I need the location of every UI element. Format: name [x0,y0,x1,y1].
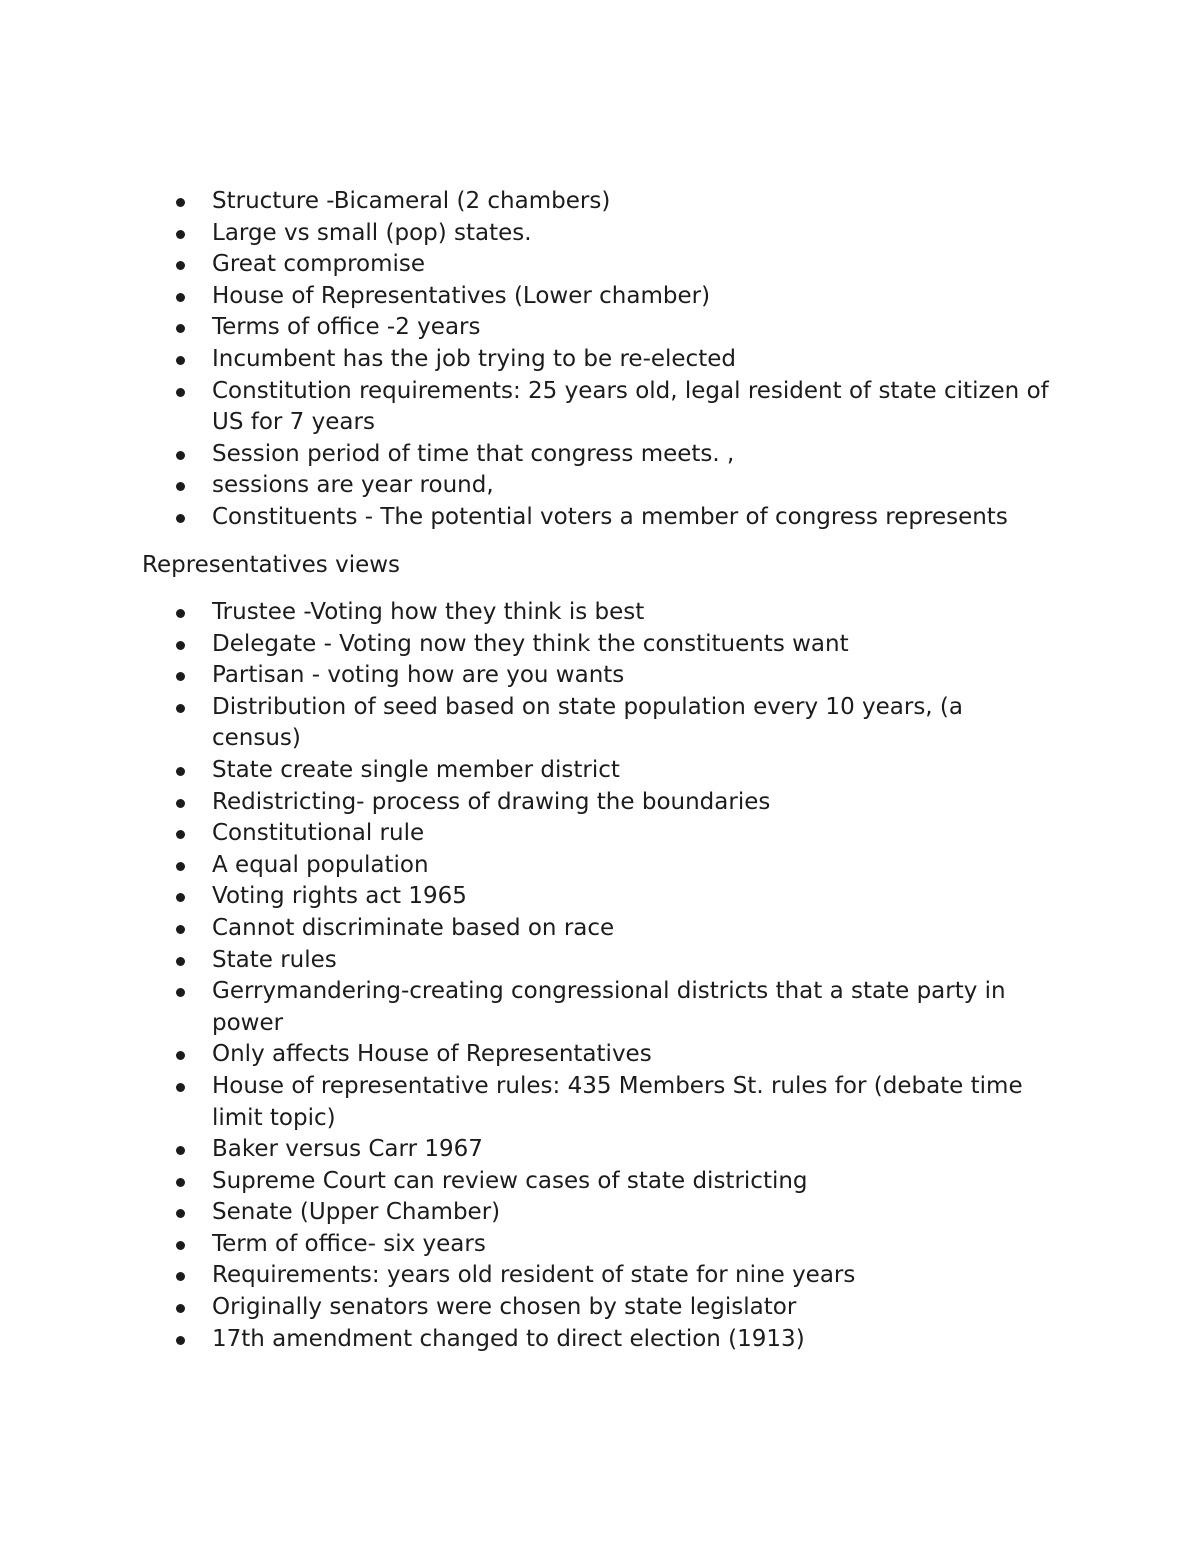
list-item [0,787,1052,819]
bullet-icon [176,1272,185,1281]
bullet-icon [176,1304,185,1313]
list-item-text: Requirements: years old resident of state for nine years [212,1262,856,1289]
bullet-icon [176,1209,185,1218]
list-item-text: Session period of time that congress meets. , [212,440,735,467]
bullet-icon [176,1051,185,1060]
bullet-icon [176,1083,185,1092]
list-item-text: Gerrymandering-creating congressional districts that a state party in power [212,978,1006,1036]
list-item-text: Constitutional rule [212,820,425,847]
bullet-icon [176,893,185,902]
bullet-icon [176,482,185,491]
list-item [0,881,1052,913]
bullet-icon [176,514,185,523]
list-item-text: Cannot discriminate based on race [212,914,615,941]
list-item [0,1197,1052,1229]
list-item-text: State rules [212,946,337,973]
list-item-text: Term of office- six years [212,1230,486,1257]
list-item [0,470,1052,502]
bullet-icon [176,925,185,934]
list-item-text: Distribution of seed based on state population every 10 years, (a census) [212,693,963,752]
list-item-text: Senate (Upper Chamber) [212,1199,501,1226]
bullet-icon [176,388,185,397]
list-item [0,344,1052,376]
list-item-text: Originally senators were chosen by state legislator [212,1294,797,1321]
bullet-icon [176,1241,185,1250]
list-item [0,1292,1052,1324]
list-item [0,913,1052,945]
list-item [0,312,1052,344]
list-item [0,976,1052,1039]
bullet-icon [176,988,185,997]
section-heading: Representatives views [142,552,401,578]
list-item [0,1134,1052,1166]
list-item [0,660,1052,692]
list-item [0,1071,1052,1134]
list-item-text: Large vs small (pop) states. [212,219,532,246]
list-item [0,439,1052,471]
bullet-icon [176,704,185,713]
bullet-icon [176,1146,185,1155]
list-item [0,1260,1052,1292]
bullet-icon [176,609,185,618]
list-item [0,249,1052,281]
list-item-text: Partisan - voting how are you wants [212,662,625,689]
bullet-icon [176,1178,185,1187]
list-item [0,692,1052,755]
list-item [0,1166,1052,1198]
list-item [0,1039,1052,1071]
list-item-text: Structure -Bicameral (2 chambers) [212,188,611,214]
list-item [0,597,1052,629]
list-item-text: sessions are year round, [212,472,494,499]
list-item-text: Voting rights act 1965 [212,883,467,910]
list-item-text: State create single member district [212,756,620,783]
list-item-text: House of Representatives (Lower chamber) [212,282,711,309]
list-item [0,818,1052,850]
list-item-text: 17th amendment changed to direct election (1913) [212,1325,805,1352]
bullet-list-top [0,186,1200,534]
list-item-text: Only affects House of Representatives [212,1041,652,1068]
list-item-text: Terms of office -2 years [212,314,481,341]
list-item [0,218,1052,250]
list-item-text: A equal population [212,851,429,878]
list-item-text: Baker versus Carr 1967 [212,1136,483,1163]
bullet-icon [176,862,185,871]
list-item-text: Constituents - The potential voters a member of congress represents [212,503,1008,530]
list-item-text: Constitution requirements: 25 years old, legal resident of state citizen of US for 7 years [212,377,1049,436]
bullet-icon [176,1336,185,1345]
list-item [0,186,1052,218]
list-item [0,281,1052,313]
bullet-icon [176,324,185,333]
list-item-text: Redistricting- process of drawing the boundaries [212,788,771,815]
list-item-text: Delegate - Voting now they think the constituents want [212,630,849,657]
list-item-text: House of representative rules: 435 Members St. rules for (debate time limit topic) [212,1072,1023,1131]
list-item [0,1324,1052,1356]
list-item-text: Supreme Court can review cases of state districting [212,1167,808,1194]
bullet-list-bottom [0,597,1200,1355]
list-item [0,629,1052,661]
list-item-text: Incumbent has the job trying to be re-elected [212,345,736,372]
bullet-icon [176,767,185,776]
bullet-icon [176,641,185,650]
list-item [0,376,1052,439]
list-item-text: Great compromise [212,251,426,278]
bullet-icon [176,830,185,839]
bullet-icon [176,672,185,681]
bullet-icon [176,799,185,808]
bullet-icon [176,230,185,239]
list-item [0,1229,1052,1261]
bullet-icon [176,198,185,207]
bullet-icon [176,957,185,966]
list-item [0,850,1052,882]
list-item [0,502,1052,534]
bullet-icon [176,261,185,270]
list-item [0,945,1052,977]
bullet-icon [176,356,185,365]
list-item [0,755,1052,787]
bullet-icon [176,293,185,302]
list-item-text: Trustee -Voting how they think is best [212,599,645,625]
bullet-icon [176,451,185,460]
